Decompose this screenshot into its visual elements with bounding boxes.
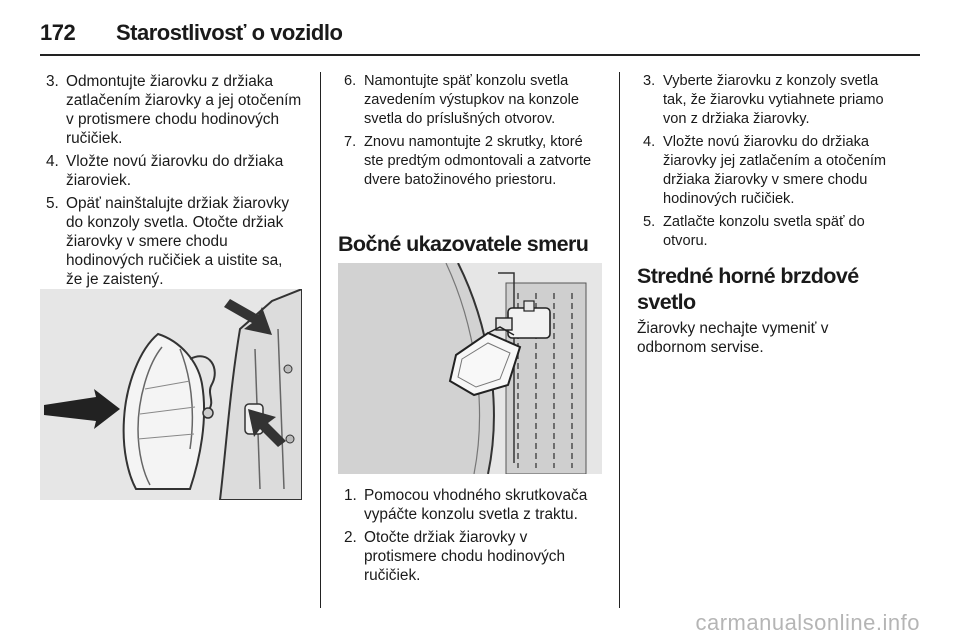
side-indicator-illustration xyxy=(338,263,602,474)
step-number: 4. xyxy=(46,153,59,170)
step-number: 3. xyxy=(46,73,59,90)
page-header xyxy=(40,14,920,56)
step-item xyxy=(40,152,302,190)
footer-watermark: carmanualsonline.info xyxy=(695,610,920,635)
column-divider xyxy=(320,72,321,608)
step-item xyxy=(338,133,602,190)
step-number: 5. xyxy=(643,214,656,230)
column-2-bottom xyxy=(338,486,604,589)
step-item xyxy=(40,72,302,148)
step-number: 3. xyxy=(643,73,656,89)
page-title: Starostlivosť o vozidlo xyxy=(116,20,343,45)
tail-light-illustration xyxy=(40,289,302,500)
step-text: Namontujte späť konzolu svetla zavedením výstupkov na konzole svetla do príslušných otvorov. xyxy=(364,73,579,127)
column-divider xyxy=(619,72,620,608)
steps-list xyxy=(338,486,604,585)
tail-light-drawing xyxy=(40,289,302,500)
column-2 xyxy=(338,72,602,194)
step-text: Vložte novú žiarovku do držiaka žiaroviek. xyxy=(66,153,284,189)
section-heading-side-indicators: Bočné ukazovatele smeru xyxy=(338,232,589,256)
step-number: 5. xyxy=(46,195,59,212)
step-item xyxy=(338,486,604,524)
step-number: 4. xyxy=(643,134,656,150)
step-item xyxy=(338,72,602,129)
steps-list xyxy=(338,72,602,190)
step-text: Znovu namontujte 2 skrutky, ktoré ste predtým odmontovali a zatvorte dvere batožinového priestoru. xyxy=(364,134,592,188)
step-item xyxy=(338,528,604,585)
step-text: Zatlačte konzolu svetla späť do otvoru. xyxy=(663,214,865,249)
step-text: Opäť nainštalujte držiak žiarovky do konzoly svetla. Otočte držiak žiarovky v smere chodu hodinových ručičiek a uistite sa, že je zaistený. xyxy=(66,195,290,288)
step-item xyxy=(637,213,905,251)
side-indicator-drawing xyxy=(338,263,602,474)
section-heading-brake-light: Stredné horné brzdové svetlo xyxy=(637,264,859,314)
step-text: Vyberte žiarovku z konzoly svetla tak, že žiarovku vytiahnete priamo von z držiaka žiarovky. xyxy=(663,73,884,127)
step-number: 1. xyxy=(344,487,357,504)
page-number: 172 xyxy=(40,20,76,45)
step-number: 6. xyxy=(344,73,357,89)
brake-light-paragraph: Žiarovky nechajte vymeniť v odbornom servise. xyxy=(637,320,829,356)
step-number: 2. xyxy=(344,529,357,546)
column-1 xyxy=(40,72,302,293)
step-item xyxy=(637,133,905,209)
step-text: Pomocou vhodného skrutkovača vypáčte konzolu svetla z traktu. xyxy=(364,487,588,523)
steps-list xyxy=(40,72,302,289)
step-text: Odmontujte žiarovku z držiaka zatlačením žiarovky a jej otočením v protismere chodu hodinových ručičiek. xyxy=(66,73,302,147)
step-text: Vložte novú žiarovku do držiaka žiarovky jej zatlačením a otočením držiaka žiarovky v smere chodu hodinových ručičiek. xyxy=(663,134,887,207)
step-item xyxy=(40,194,302,289)
steps-list xyxy=(637,72,905,251)
column-3 xyxy=(637,72,905,357)
step-item xyxy=(637,72,905,129)
step-text: Otočte držiak žiarovky v protismere chodu hodinových ručičiek. xyxy=(364,529,566,584)
step-number: 7. xyxy=(344,134,357,150)
